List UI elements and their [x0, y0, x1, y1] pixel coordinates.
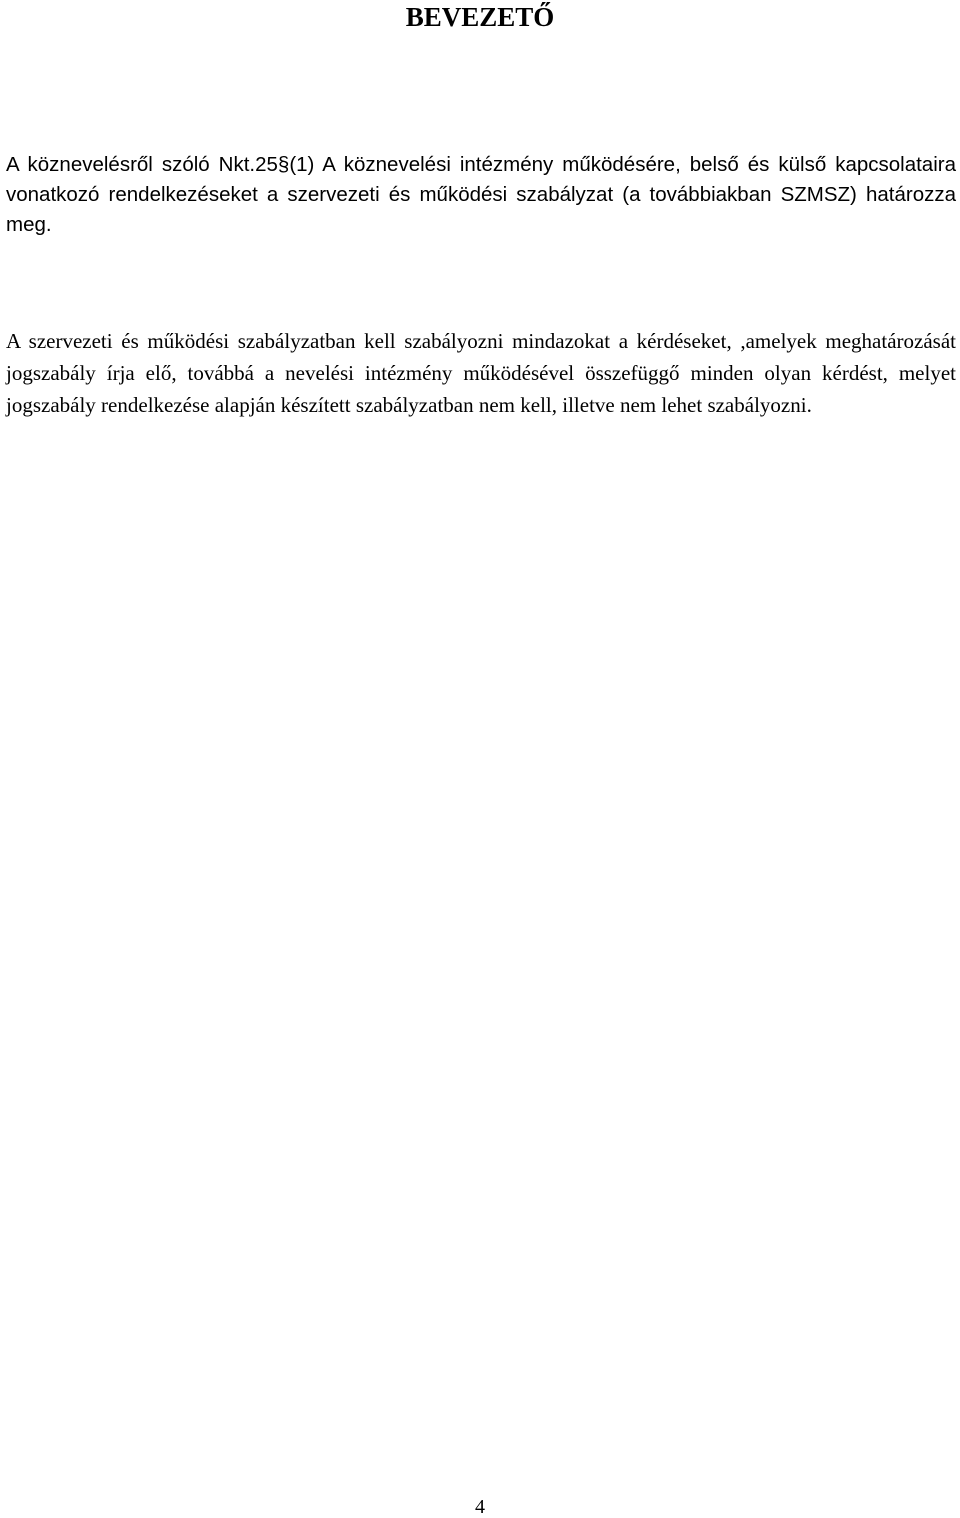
intro-paragraph: A köznevelésről szóló Nkt.25§(1) A köznevelési intézmény működésére, belső és külső kapcsolataira vonatkozó rendelkezéseket a szervezeti és működési szabályzat (a továbbiakban SZMSZ) határozza meg. [6, 153, 956, 236]
body-paragraph: A szervezeti és működési szabályzatban kell szabályozni mindazokat a kérdéseket, ,amelyek meghatározását jogszabály írja elő, továbbá a nevelési intézmény működésével összefüggő minden olyan kérdést, melyet jogszabály rendelkezése alapján készített szabályzatban nem kell, illetve nem lehet szabályozni. [6, 329, 956, 417]
page-title: BEVEZETŐ [405, 2, 555, 32]
page-number: 4 [475, 1496, 485, 1518]
